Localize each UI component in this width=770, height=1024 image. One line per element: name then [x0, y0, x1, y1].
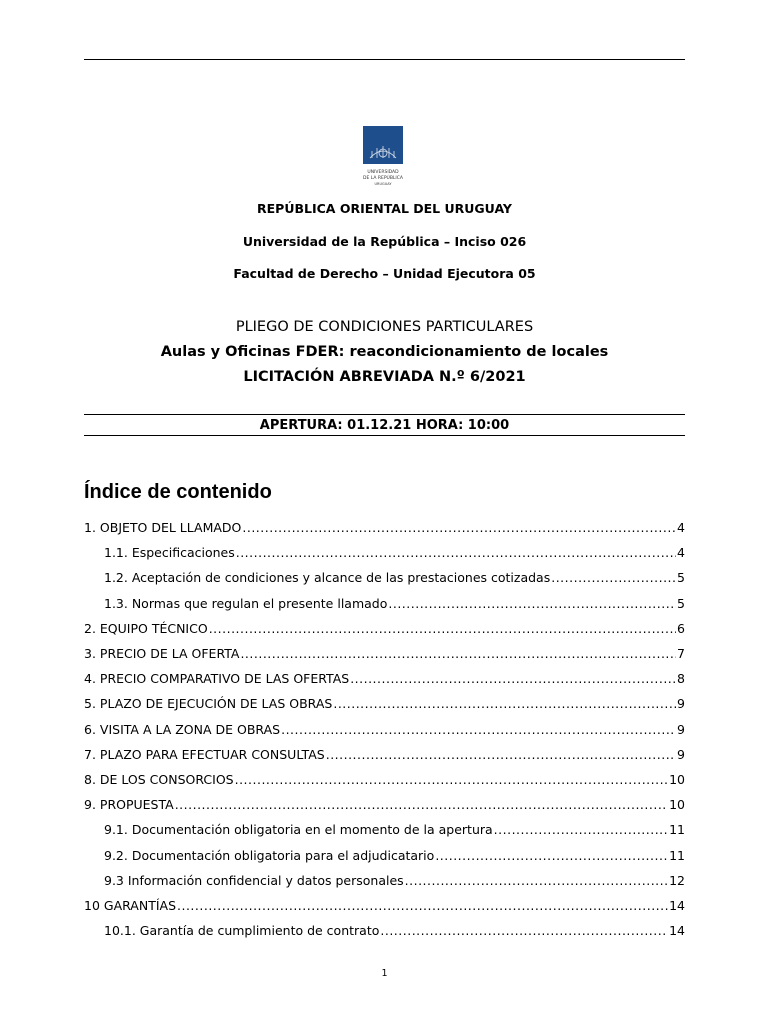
toc-dot-leader	[281, 722, 676, 737]
toc-entry-page: 12	[669, 872, 685, 888]
toc-dot-leader	[551, 570, 676, 585]
logo-shield	[363, 126, 403, 164]
toc-entry[interactable]	[104, 873, 685, 889]
toc-entry-label: 1. OBJETO DEL LLAMADO	[84, 520, 242, 535]
toc-entry-page: 10	[669, 772, 685, 787]
toc-dot-leader	[435, 848, 668, 863]
toc-entry[interactable]	[104, 822, 685, 838]
toc-dot-leader	[177, 898, 668, 913]
toc-entry[interactable]	[104, 848, 685, 864]
university-logo	[362, 126, 404, 188]
toc-entry-label: 3. PRECIO DE LA OFERTA	[84, 646, 240, 661]
toc-entry[interactable]	[104, 596, 685, 612]
toc-entry[interactable]	[84, 797, 685, 813]
toc-entry[interactable]	[84, 696, 685, 712]
toc-entry-page: 5	[677, 570, 685, 586]
top-rule	[84, 59, 685, 60]
toc-entry-label: 7. PLAZO PARA EFECTUAR CONSULTAS	[84, 746, 325, 762]
header-university: Universidad de la República – Inciso 026	[242, 234, 527, 249]
toc-entry-label: 10 GARANTÍAS	[84, 898, 177, 913]
opening-rule-bottom	[84, 435, 685, 436]
logo-text-1: UNIVERSIDAD	[367, 170, 399, 175]
toc-dot-leader	[235, 772, 668, 787]
toc-dot-leader	[175, 797, 668, 812]
toc-entry-label: 9. PROPUESTA	[84, 797, 174, 813]
toc-entry[interactable]	[104, 923, 685, 939]
toc-dot-leader	[380, 923, 668, 938]
toc-entry[interactable]	[84, 747, 685, 763]
logo-text-3: URUGUAY	[374, 182, 392, 186]
toc-entry-label: 4. PRECIO COMPARATIVO DE LAS OFERTAS	[84, 671, 350, 687]
toc-entry-page: 4	[677, 520, 685, 535]
toc-entry-page: 4	[677, 545, 685, 561]
logo-text-2: DE LA REPÚBLICA	[363, 176, 403, 181]
toc-entry-page: 10	[669, 797, 685, 813]
document-title: PLIEGO DE CONDICIONES PARTICULARES	[235, 319, 534, 335]
toc-dot-leader	[388, 596, 676, 611]
opening-date: APERTURA: 01.12.21 HORA: 10:00	[259, 418, 510, 433]
header-faculty: Facultad de Derecho – Unidad Ejecutora 05	[233, 266, 536, 281]
toc-entry-page: 11	[669, 847, 685, 863]
toc-entry-label: 9.3 Información confidencial y datos personales	[104, 872, 404, 888]
toc-entry-page: 9	[677, 746, 685, 762]
toc-dot-leader	[494, 822, 668, 837]
toc-dot-leader	[405, 873, 668, 888]
toc-dot-leader	[350, 671, 676, 686]
tender-number: LICITACIÓN ABREVIADA N.º 6/2021	[243, 369, 526, 385]
opening-rule-top	[84, 414, 685, 415]
toc-entry-page: 11	[669, 822, 685, 838]
toc-entry[interactable]	[84, 520, 685, 536]
toc-entry-label: 9.2. Documentación obligatoria para el adjudicatario	[104, 847, 435, 863]
toc-entry-page: 9	[677, 696, 685, 712]
page-number: 1	[381, 968, 388, 979]
toc-entry-page: 8	[677, 671, 685, 687]
toc-entry-label: 6. VISITA A LA ZONA DE OBRAS	[84, 721, 281, 737]
toc-entry-page: 6	[677, 620, 685, 636]
toc-dot-leader	[236, 545, 676, 560]
toc-entry-label: 1.2. Aceptación de condiciones y alcance de las prestaciones cotizadas	[104, 570, 551, 586]
toc-entry-page: 9	[677, 721, 685, 737]
toc-dot-leader	[240, 646, 676, 661]
toc-entry[interactable]	[84, 772, 685, 788]
toc-dot-leader	[326, 747, 676, 762]
index-heading: Índice de contenido	[84, 481, 272, 503]
toc-entry-label: 1.1. Especificaciones	[104, 545, 235, 561]
toc-entry-label: 9.1. Documentación obligatoria en el momento de la apertura	[104, 822, 493, 838]
toc-entry[interactable]	[84, 621, 685, 637]
toc-entry-page: 14	[669, 923, 685, 939]
toc-entry[interactable]	[84, 671, 685, 687]
toc-entry-label: 1.3. Normas que regulan el presente llamado	[104, 595, 388, 611]
header-country: REPÚBLICA ORIENTAL DEL URUGUAY	[257, 201, 512, 216]
toc-dot-leader	[209, 621, 676, 636]
toc-entry-label: 10.1. Garantía de cumplimiento de contrato	[104, 923, 380, 939]
toc-entry-label: 5. PLAZO DE EJECUCIÓN DE LAS OBRAS	[84, 696, 333, 712]
toc-entry[interactable]	[84, 722, 685, 738]
toc-dot-leader	[333, 696, 676, 711]
toc-dot-leader	[242, 520, 676, 535]
toc-entry[interactable]	[84, 646, 685, 662]
document-subtitle: Aulas y Oficinas FDER: reacondicionamiento de locales	[160, 344, 609, 360]
toc-entry[interactable]	[104, 545, 685, 561]
toc-entry-page: 5	[677, 595, 685, 611]
toc-entry[interactable]	[84, 898, 685, 914]
toc-entry-page: 7	[677, 646, 685, 661]
toc-entry[interactable]	[104, 570, 685, 586]
toc-entry-page: 14	[669, 898, 685, 913]
toc-entry-label: 8. DE LOS CONSORCIOS	[84, 772, 234, 787]
toc-entry-label: 2. EQUIPO TÉCNICO	[84, 620, 208, 636]
